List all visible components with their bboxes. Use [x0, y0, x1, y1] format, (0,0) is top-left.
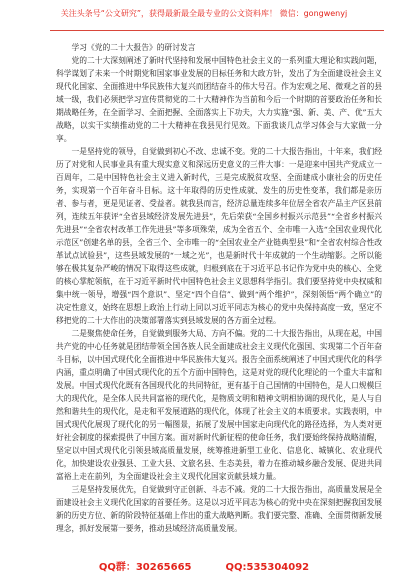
- document-title: 学习《党的二十大报告》的研讨发言: [71, 43, 196, 52]
- header-divider: [50, 30, 384, 31]
- document-body: [56, 41, 382, 555]
- intro-paragraph: 党的二十大深刻阐述了新时代坚持和发展中国特色社会主义的一系列重大理论和实践问题，科学谋划了未来一个时期党和国家事业发展的目标任务和大政方针，发出了为全面建设社会主义现代化国家、全面推进中华民族伟大复兴而团结奋斗的伟大号召。作为宏观之尾、微观之首的县域一级，我们必须把学习宣传贯彻党的二十大精神作为当前和今后一个时期的首要政治任务和长期战略任务，在全面学习、全面把握、全面落实上下功夫，大力实施“强、新、美、产、优”五大战略，以实干实绩推动党的二十大精神在我县见行见效。下面我谈几点学习体会与大家做一分享。: [56, 56, 382, 143]
- body-paragraph-1: 一是坚持党的领导，自觉做到初心不改、忠诚不变。党的二十大报告指出，十年来，我们经历了对党和人民事业具有重大现实意义和深远历史意义的三件大事：一是迎来中国共产党成立一百周年，二是中国特色社会主义进入新时代，三是完成脱贫攻坚、全面建成小康社会的历史任务，实现第一个百年奋斗目标。这十年取得的历史性成就、发生的历史性变革，我们都是亲历者、参与者，更是见证者、受益者。就我县而言，经济总量连续多年位居全省农产品主产区县前列，连续五年获评“全省县域经济发展先进县”，先后荣获“全国乡村振兴示范县”“全省乡村振兴先进县”“全省农村改革工作先进县”等多项殊荣，成为全省五个、全市唯一入选“全国农业现代化示范区”创建名单的县，全省三个、全市唯一的“全国农业全产业链典型县”和“全省农村综合性改革试点试验县”，这些县域发展的“一域之光”，也是新时代十年成就的一个生动缩影。之所以能够在极其复杂严峻的情况下取得这些成就，归根到底在于习近平总书记作为党中央的核心、全党的核心掌舵领航，在于习近平新时代中国特色社会主义思想科学指引。我们要坚持党中央权威和集中统一领导，增强“四个意识”、坚定“四个自信”、做到“两个维护”，深刻领悟“两个确立”的决定性意义，始终在思想上政治上行动上同以习近平同志为核心的党中央保持高度一致，坚定不移把党的二十大作出的决策部署落实到县域发展的各方面全过程。: [56, 147, 382, 325]
- qq-number: QQ:535304092: [225, 562, 310, 573]
- contact-footer: [0, 561, 408, 575]
- qq-group-number: QQ群：30265665: [98, 562, 192, 573]
- promo-banner: 关注头条号“公文研究”，获得最新最全最专业的公文资料库！ 微信：gongwenyj: [60, 9, 348, 18]
- body-paragraph-3: 三是坚持发展优先，自觉做到守正创新、斗志不减。党的二十大报告指出，高质量发展是全面建设社会主义现代化国家的首要任务。这是以习近平同志为核心的党中央在深刻把握我国发展新的历史方位、新的阶段特征基础上作出的重大战略判断。我们要完整、准确、全面贯彻新发展理念，抓好发展第一要务，推动县域经济高质量发展。: [56, 485, 382, 533]
- body-paragraph-2: 二是聚焦使命任务，自觉做到服务大局、方向不偏。党的二十大报告指出，从现在起，中国共产党的中心任务就是团结带领全国各族人民全面建成社会主义现代化强国、实现第二个百年奋斗目标，以中国式现代化全面推进中华民族伟大复兴。报告全面系统阐述了中国式现代化的科学内涵，重点明确了中国式现代化的五个方面中国特色，这是对党的现代化理论的一个重大丰富和发展。中国式现代化既有各国现代化的共同特征，更有基于自己国情的中国特色，是人口规模巨大的现代化，是全体人民共同富裕的现代化，是物质文明和精神文明相协调的现代化，是人与自然和谐共生的现代化，是走和平发展道路的现代化，体现了社会主义的本质要求。实践表明，中国式现代化展现了现代化的另一幅图景，拓展了发展中国家走向现代化的路径选择，为人类对更好社会制度的探索提供了中国方案。面对新时代新征程的使命任务，我们要始终保持战略清醒，坚定以中国式现代化引领县域高质量发展，统筹推进新型工业化、信息化、城镇化、农业现代化，加快建设农业强县、工业大县、文旅名县、生态美县，着力在推动城乡融合发展、促进共同富裕上走在前列，为全面建设社会主义现代化国家贡献县域力量。: [56, 329, 382, 481]
